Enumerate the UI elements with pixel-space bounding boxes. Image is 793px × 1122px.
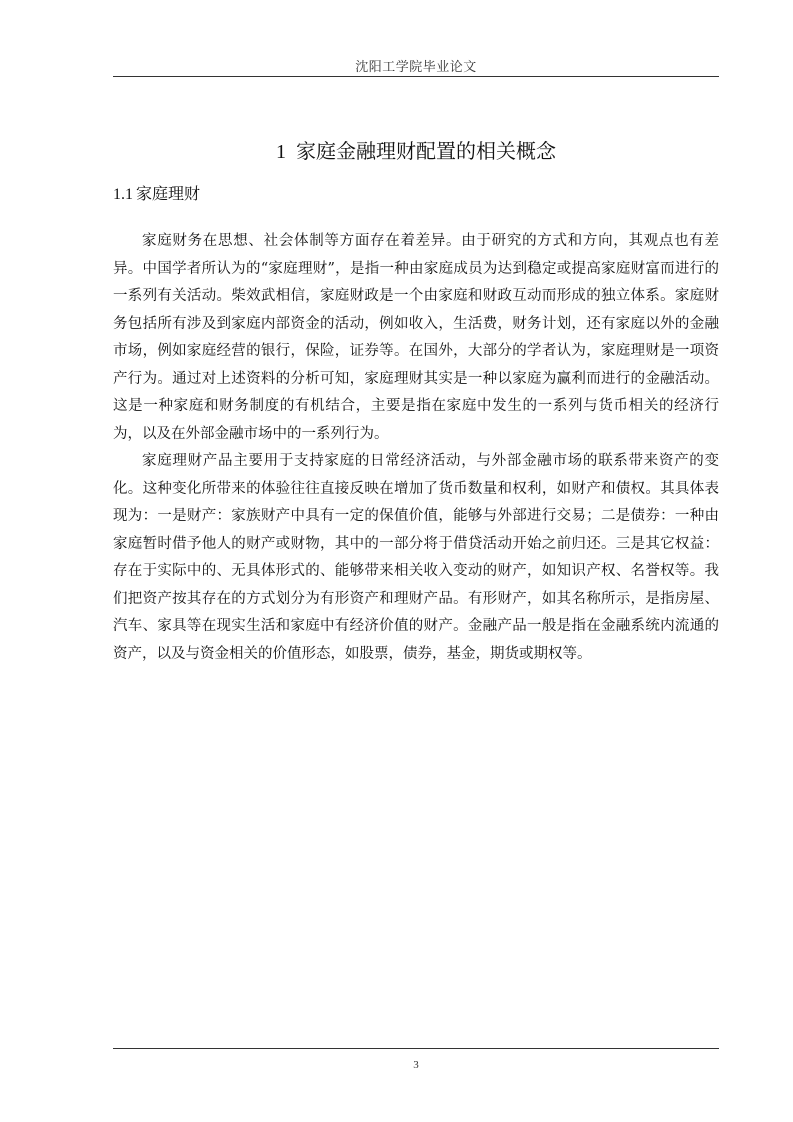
chapter-title: [113, 138, 719, 165]
paragraph: 家庭理财产品主要用于支持家庭的日常经济活动，与外部金融市场的联系带来资产的变化。这种变化所带来的体验往往直接反映在增加了货币数量和权利，如财产和债权。其具体表现为：一是财产：家族财产中具有一定的保值价值，能够与外部进行交易；二是债券：一种由家庭暂时借予他人的财产或财物，其中的一部分将于借贷活动开始之前归还。三是其它权益：存在于实际中的、无具体形式的、能够带来相关收入变动的财产，如知识产权、名誉权等。我们把资产按其存在的方式划分为有形资产和理财产品。有形财产，如其名称所示，是指房屋、汽车、家具等在现实生活和家庭中有经济价值的财产。金融产品一般是指在金融系统内流通的资产，以及与资金相关的价值形态，如股票，债券，基金，期货或期权等。: [113, 453, 719, 662]
paragraph: 家庭财务在思想、社会体制等方面存在着差异。由于研究的方式和方向，其观点也有差异。中国学者所认为的“家庭理财”，是指一种由家庭成员为达到稳定或提高家庭财富而进行的一系列有关活动。柴效武相信，家庭财政是一个由家庭和财政互动而形成的独立体系。家庭财务包括所有涉及到家庭内部资金的活动，例如收入，生活费，财务计划，还有家庭以外的金融市场，例如家庭经营的银行，保险，证券等。在国外，大部分的学者认为，家庭理财是一项资产行为。通过对上述资料的分析可知，家庭理财其实是一种以家庭为赢利而进行的金融活动。这是一种家庭和财务制度的有机结合，主要是指在家庭中发生的一系列与货币相关的经济行为，以及在外部金融市场中的一系列行为。: [113, 233, 719, 442]
section-title-text: 家庭理财: [136, 184, 201, 203]
running-header: [113, 56, 719, 77]
page-footer: [113, 1048, 719, 1072]
body-text: [113, 228, 719, 668]
page-number: 3: [413, 1059, 419, 1071]
section-number: 1.1: [113, 186, 133, 203]
header-title: 沈阳工学院毕业论文: [355, 60, 477, 75]
chapter-title-text: 家庭金融理财配置的相关概念: [296, 139, 556, 163]
chapter-number: 1: [276, 141, 286, 163]
section-heading: [113, 183, 200, 206]
